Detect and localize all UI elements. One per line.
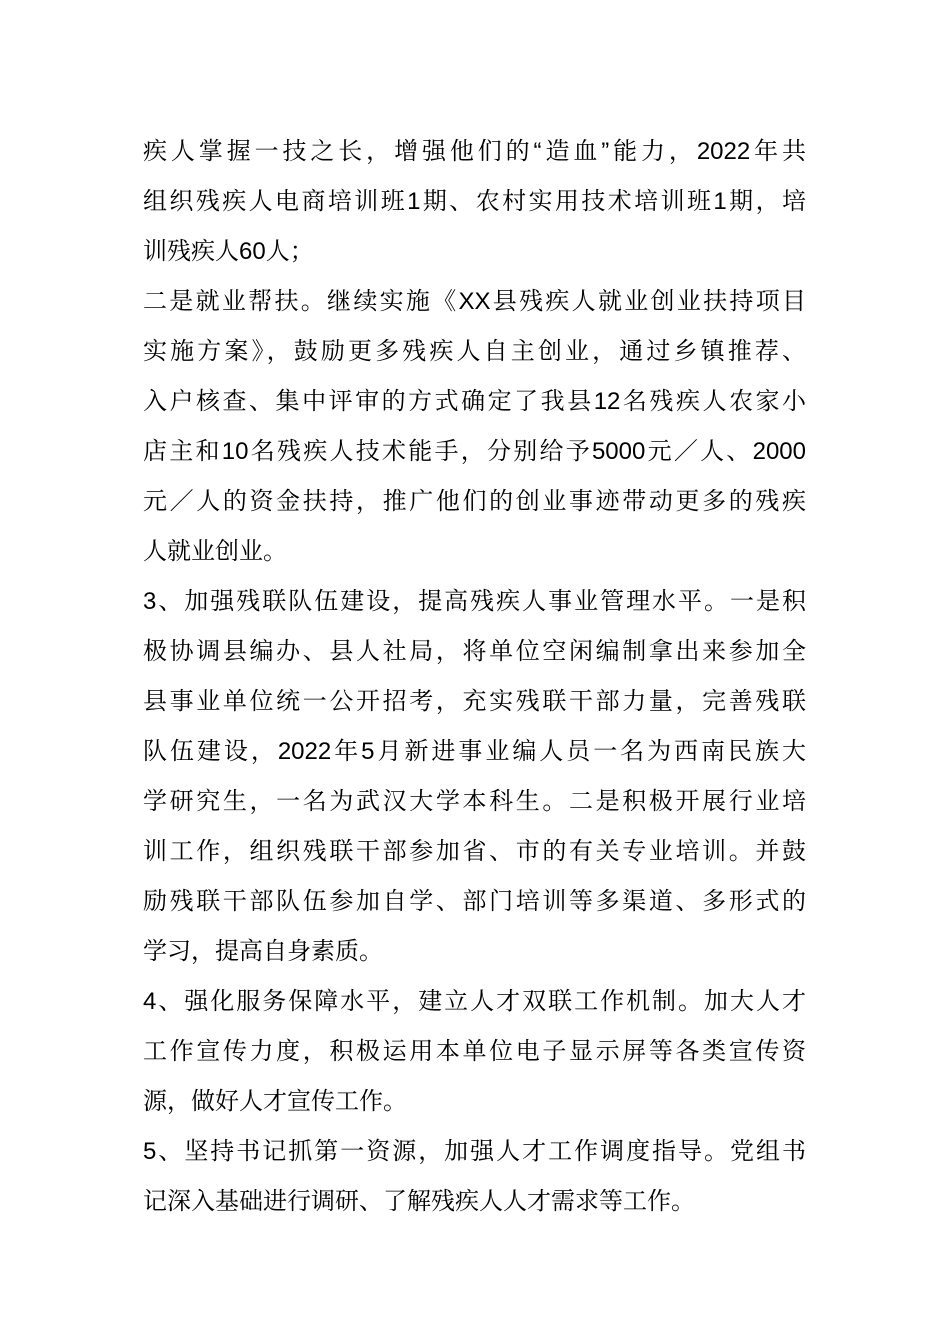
text-line: 队伍建设，2022年5月新进事业编人员一名为西南民族大 (143, 738, 806, 765)
text-line: 店主和10名残疾人技术能手，分别给予5000元／人、2000 (143, 438, 806, 465)
text-line: 县事业单位统一公开招考，充实残联干部力量，完善残联 (143, 688, 806, 715)
text-line: 工作宣传力度，积极运用本单位电子显示屏等各类宣传资 (143, 1038, 806, 1065)
text-line: 实施方案》，鼓励更多残疾人自主创业，通过乡镇推荐、 (143, 338, 806, 365)
text-line: 源，做好人才宣传工作。 (143, 1088, 407, 1115)
document-body (143, 127, 806, 1227)
text-line: 励残联干部队伍参加自学、部门培训等多渠道、多形式的 (143, 888, 806, 915)
text-line: 4、强化服务保障水平，建立人才双联工作机制。加大人才 (143, 988, 806, 1015)
text-line: 记深入基础进行调研、了解残疾人人才需求等工作。 (143, 1188, 695, 1215)
text-line: 学研究生，一名为武汉大学本科生。二是积极开展行业培 (143, 788, 806, 815)
text-line: 元／人的资金扶持，推广他们的创业事迹带动更多的残疾 (143, 488, 806, 515)
text-line: 学习，提高自身素质。 (143, 938, 383, 965)
text-line: 二是就业帮扶。继续实施《XX县残疾人就业创业扶持项目 (143, 288, 806, 315)
text-line: 极协调县编办、县人社局，将单位空闲编制拿出来参加全 (143, 638, 806, 665)
text-line: 训工作，组织残联干部参加省、市的有关专业培训。并鼓 (143, 838, 806, 865)
text-line: 训残疾人60人； (143, 238, 314, 265)
text-line: 组织残疾人电商培训班1期、农村实用技术培训班1期，培 (143, 188, 806, 215)
text-line: 人就业创业。 (143, 538, 287, 565)
text-line: 3、加强残联队伍建设，提高残疾人事业管理水平。一是积 (143, 588, 806, 615)
text-line: 疾人掌握一技之长，增强他们的“造血”能力，2022年共 (143, 138, 806, 165)
text-line: 入户核查、集中评审的方式确定了我县12名残疾人农家小 (143, 388, 806, 415)
text-line: 5、坚持书记抓第一资源，加强人才工作调度指导。党组书 (143, 1138, 806, 1165)
